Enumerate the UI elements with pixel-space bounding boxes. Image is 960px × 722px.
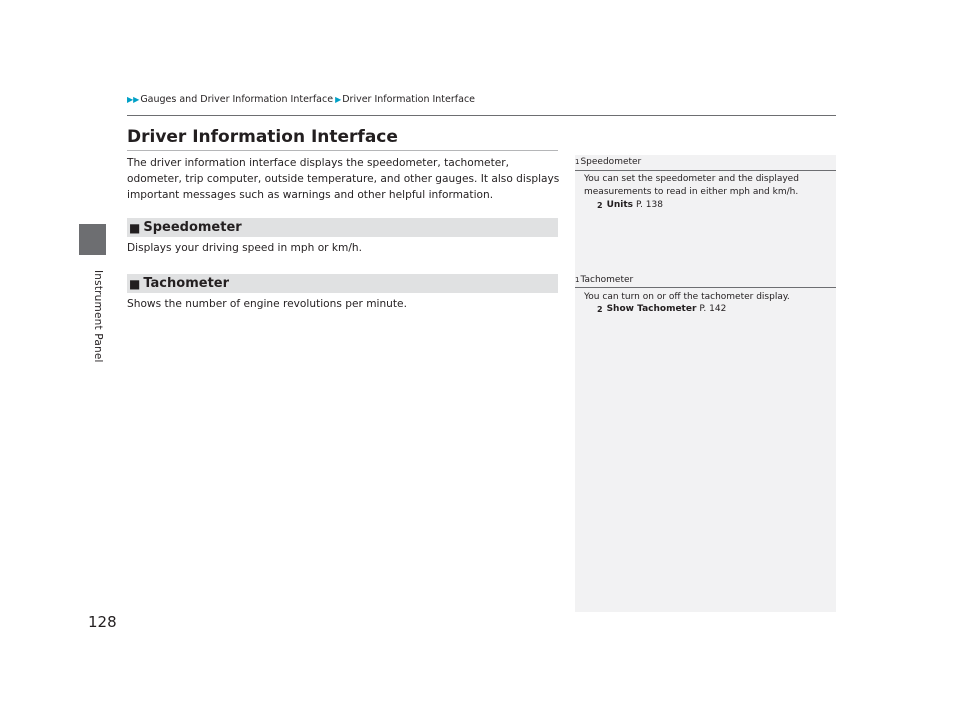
breadcrumb-arrow-icon: ▶ bbox=[335, 95, 342, 104]
section-heading-label: Speedometer bbox=[143, 220, 242, 235]
page-number: 128 bbox=[88, 613, 117, 631]
note-number: 1 bbox=[575, 158, 580, 166]
section-heading-tachometer bbox=[127, 274, 558, 293]
title-divider bbox=[127, 150, 558, 151]
ref-label: Units bbox=[606, 200, 634, 210]
note-ref-units[interactable] bbox=[597, 200, 663, 210]
section-heading-speedometer bbox=[127, 218, 558, 237]
section-heading-label: Tachometer bbox=[143, 276, 230, 291]
square-bullet-icon: ■ bbox=[129, 276, 141, 291]
note-text-tachometer: You can turn on or off the tachometer display. bbox=[584, 292, 790, 302]
note-ref-show-tachometer[interactable] bbox=[597, 304, 726, 314]
breadcrumb-arrow-icon: ▶▶ bbox=[127, 95, 140, 104]
note-heading-label: Tachometer bbox=[580, 275, 634, 285]
ref-arrow-icon: 2 bbox=[597, 304, 603, 314]
ref-page: P. 138 bbox=[636, 200, 663, 210]
note-number: 1 bbox=[575, 276, 580, 284]
note-heading-speedometer bbox=[575, 157, 641, 167]
breadcrumb bbox=[127, 94, 477, 105]
note-heading-label: Speedometer bbox=[580, 157, 642, 167]
chapter-side-label: Instrument Panel bbox=[92, 270, 104, 363]
header-divider bbox=[127, 115, 836, 116]
breadcrumb-item-1[interactable]: Gauges and Driver Information Interface bbox=[140, 94, 334, 105]
chapter-tab-marker bbox=[79, 224, 106, 255]
ref-label: Show Tachometer bbox=[606, 304, 697, 314]
breadcrumb-item-2[interactable]: Driver Information Interface bbox=[342, 94, 476, 105]
intro-paragraph: The driver information interface displays the speedometer, tachometer, odometer, trip computer, outside temperature, and other gauges. It also displays important messages such as warnings and other helpful information. bbox=[127, 157, 560, 201]
notes-sidebar bbox=[575, 155, 836, 612]
note-heading-tachometer bbox=[575, 275, 633, 285]
note-divider bbox=[575, 287, 836, 288]
tachometer-description: Shows the number of engine revolutions per minute. bbox=[127, 298, 407, 310]
page-title: Driver Information Interface bbox=[127, 127, 398, 147]
note-divider bbox=[575, 170, 836, 171]
note-text-speedometer: You can set the speedometer and the displayed measurements to read in either mph and km/h. bbox=[584, 174, 799, 197]
ref-arrow-icon: 2 bbox=[597, 200, 603, 210]
square-bullet-icon: ■ bbox=[129, 220, 141, 235]
speedometer-description: Displays your driving speed in mph or km/h. bbox=[127, 242, 362, 254]
ref-page: P. 142 bbox=[699, 304, 727, 314]
